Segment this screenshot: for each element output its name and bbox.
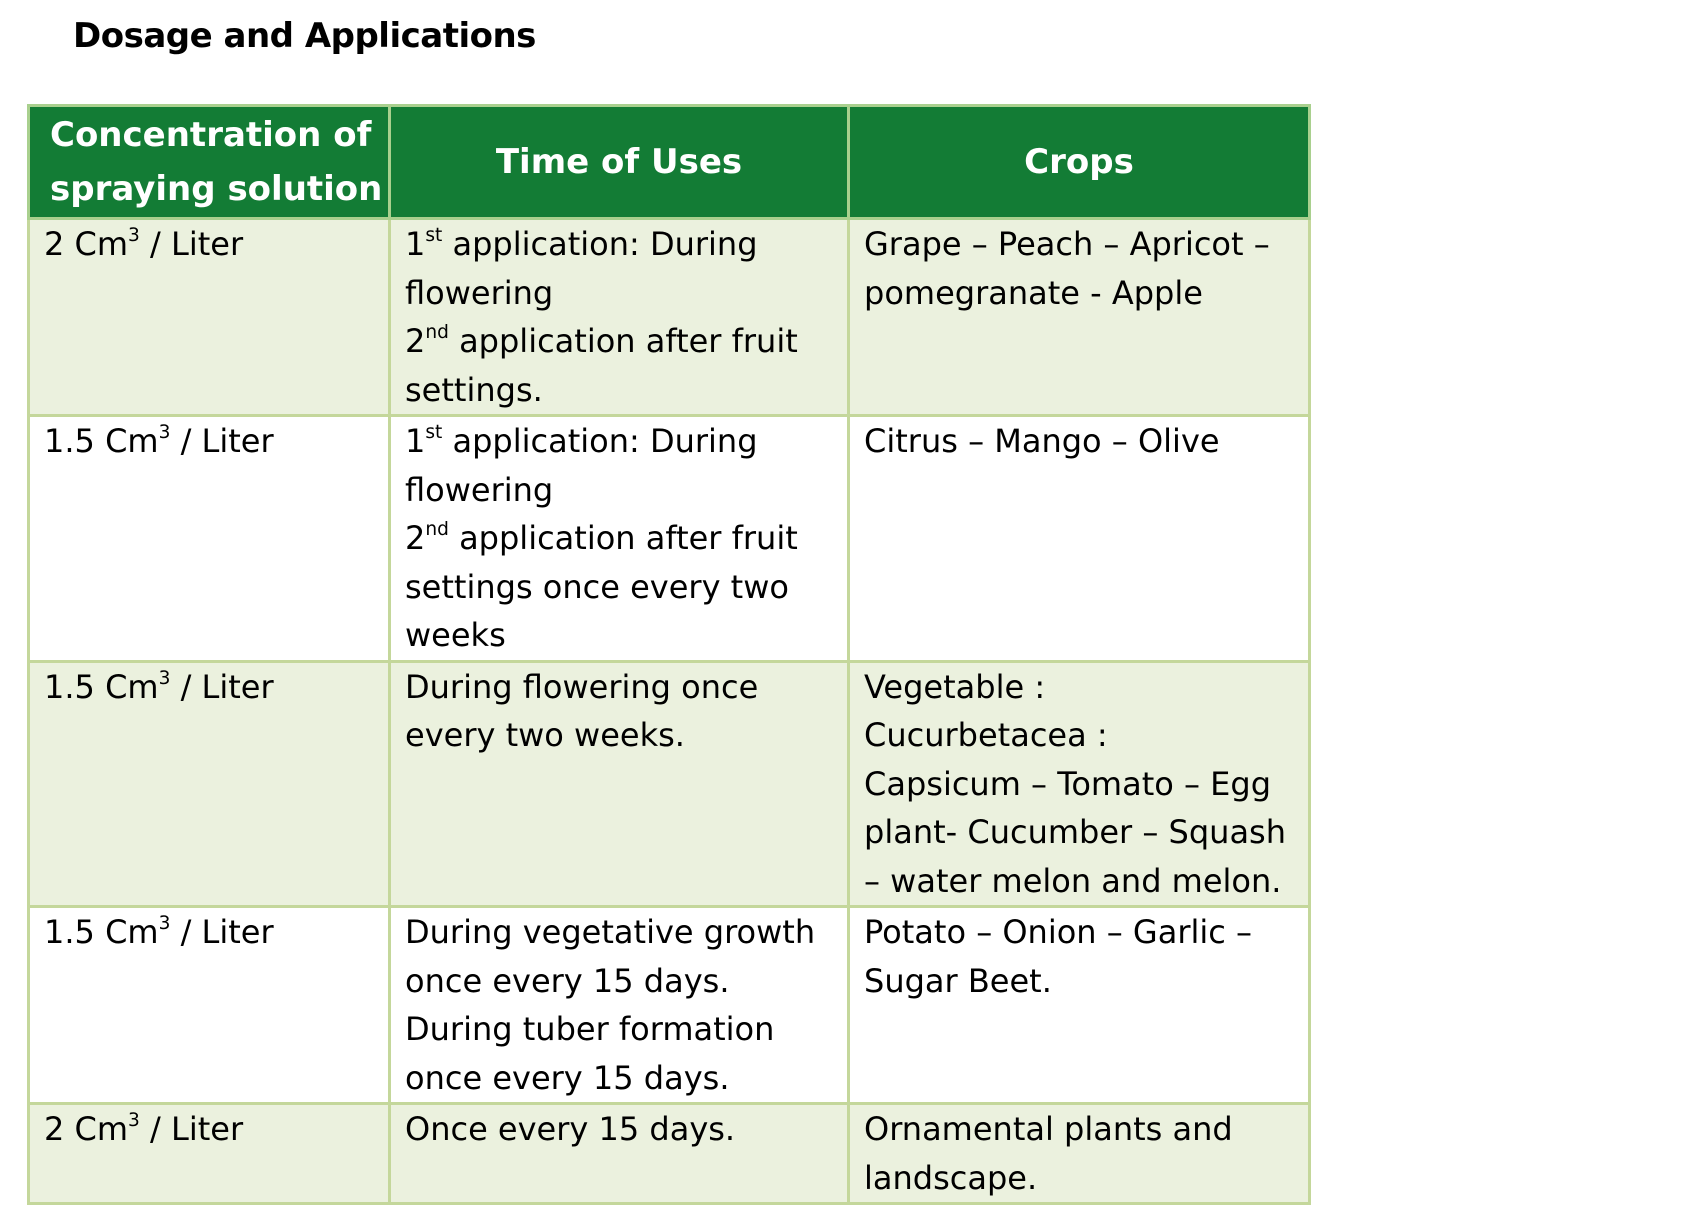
table-row xyxy=(29,661,1310,907)
time-of-uses-line xyxy=(405,1105,847,1154)
cell-crops xyxy=(849,219,1310,416)
time-of-uses-line xyxy=(405,711,847,760)
crops-line: Grape – Peach – Apricot – xyxy=(864,225,1270,263)
cell-concentration xyxy=(29,661,390,907)
time-of-uses-line-suffix: application after fruit xyxy=(448,322,798,360)
table-body xyxy=(29,219,1310,1204)
header-concentration xyxy=(29,106,390,219)
table-row xyxy=(29,1104,1310,1204)
concentration-value-suffix: / Liter xyxy=(139,225,244,263)
concentration-value-text: 1.5 Cm xyxy=(44,667,159,706)
cell-concentration xyxy=(29,907,390,1104)
concentration-value xyxy=(44,417,388,466)
time-of-uses-line-superscript: st xyxy=(425,225,443,247)
concentration-value-text: 1.5 Cm xyxy=(44,913,159,951)
cell-crops xyxy=(849,661,1310,907)
time-of-uses-line-text: Once every 15 days. xyxy=(405,1110,736,1148)
header-time-of-uses: Time of Uses xyxy=(390,106,849,219)
concentration-value-suffix: / Liter xyxy=(170,913,274,951)
concentration-value-text: 2 Cm xyxy=(44,225,129,263)
time-of-uses-line-text: 1 xyxy=(405,422,426,460)
time-of-uses-line xyxy=(405,366,847,415)
time-of-uses-line xyxy=(405,417,847,466)
header-concentration-line-1: Concentration of xyxy=(50,115,372,155)
crops-line: Citrus – Mango – Olive xyxy=(864,422,1220,460)
time-of-uses-line xyxy=(405,269,847,318)
time-of-uses-line-text: During vegetative growth xyxy=(405,913,816,951)
time-of-uses-line xyxy=(405,317,847,366)
time-of-uses-line-text: settings. xyxy=(405,370,543,409)
time-of-uses-line-text: once every 15 days. xyxy=(405,1058,730,1097)
crops-line: Sugar Beet. xyxy=(864,961,1052,1000)
time-of-uses-line xyxy=(405,514,847,563)
concentration-value-suffix: / Liter xyxy=(139,1110,244,1148)
crops-line: plant- Cucumber – Squash xyxy=(864,813,1286,851)
time-of-uses-line-suffix: application: During xyxy=(442,422,758,460)
time-of-uses-line-text: 1 xyxy=(405,225,426,263)
time-of-uses-line xyxy=(405,1054,847,1103)
concentration-value xyxy=(44,908,388,957)
concentration-value xyxy=(44,663,388,712)
cell-concentration xyxy=(29,219,390,416)
cell-time-of-uses xyxy=(390,661,849,907)
time-of-uses-line-text: once every 15 days. xyxy=(405,961,730,1000)
time-of-uses-line-text: flowering xyxy=(405,273,554,312)
concentration-value-text: 2 Cm xyxy=(44,1110,129,1148)
concentration-value-superscript: 3 xyxy=(158,422,171,444)
time-of-uses-line-text: every two weeks. xyxy=(405,716,685,754)
concentration-value-superscript: 3 xyxy=(128,225,140,247)
time-of-uses-line-text: During tuber formation xyxy=(405,1010,775,1048)
time-of-uses-line-text: flowering xyxy=(405,470,554,509)
concentration-value xyxy=(44,220,388,269)
concentration-value-suffix: / Liter xyxy=(170,422,274,460)
concentration-value xyxy=(44,1105,388,1154)
table-row xyxy=(29,416,1310,662)
time-of-uses-line xyxy=(405,563,847,612)
concentration-value-superscript: 3 xyxy=(158,913,171,935)
crops-line: Cucurbetacea : xyxy=(864,716,1108,754)
crops-line: pomegranate - Apple xyxy=(864,273,1203,312)
time-of-uses-line-superscript: nd xyxy=(425,322,449,344)
time-of-uses-line xyxy=(405,466,847,515)
table-row xyxy=(29,907,1310,1104)
table-row xyxy=(29,219,1310,416)
time-of-uses-line-text: weeks xyxy=(405,616,506,654)
cell-time-of-uses xyxy=(390,219,849,416)
cell-time-of-uses xyxy=(390,907,849,1104)
time-of-uses-line xyxy=(405,663,847,712)
time-of-uses-line-text: 2 xyxy=(405,322,426,360)
crops-line: Potato – Onion – Garlic – xyxy=(864,913,1253,951)
concentration-value-suffix: / Liter xyxy=(170,667,274,706)
time-of-uses-line-text: 2 xyxy=(405,519,426,557)
cell-time-of-uses xyxy=(390,416,849,662)
header-concentration-line-2: spraying solution xyxy=(50,169,383,209)
time-of-uses-line xyxy=(405,1005,847,1054)
page-title: Dosage and Applications xyxy=(73,16,536,56)
cell-crops xyxy=(849,416,1310,662)
crops-line: Ornamental plants and xyxy=(864,1110,1233,1148)
cell-concentration xyxy=(29,1104,390,1204)
cell-crops xyxy=(849,907,1310,1104)
cell-time-of-uses xyxy=(390,1104,849,1204)
crops-line: landscape. xyxy=(864,1158,1038,1197)
time-of-uses-line xyxy=(405,220,847,269)
time-of-uses-line-superscript: nd xyxy=(425,519,449,541)
dosage-table xyxy=(27,104,1311,1205)
concentration-value-superscript: 3 xyxy=(158,667,171,689)
time-of-uses-line-superscript: st xyxy=(425,422,443,444)
table-header-row xyxy=(29,106,1310,219)
time-of-uses-line-text: settings once every two xyxy=(405,567,789,606)
time-of-uses-line xyxy=(405,957,847,1006)
time-of-uses-line-text: During flowering once xyxy=(405,667,759,706)
cell-concentration xyxy=(29,416,390,662)
time-of-uses-line xyxy=(405,908,847,957)
header-crops: Crops xyxy=(849,106,1310,219)
time-of-uses-line-suffix: application: During xyxy=(442,225,758,263)
concentration-value-superscript: 3 xyxy=(128,1110,140,1132)
time-of-uses-line-suffix: application after fruit xyxy=(448,519,798,557)
crops-line: Capsicum – Tomato – Egg xyxy=(864,764,1271,803)
concentration-value-text: 1.5 Cm xyxy=(44,422,159,460)
crops-line: – water melon and melon. xyxy=(864,861,1282,900)
crops-line: Vegetable : xyxy=(864,667,1046,706)
time-of-uses-line xyxy=(405,611,847,660)
cell-crops xyxy=(849,1104,1310,1204)
